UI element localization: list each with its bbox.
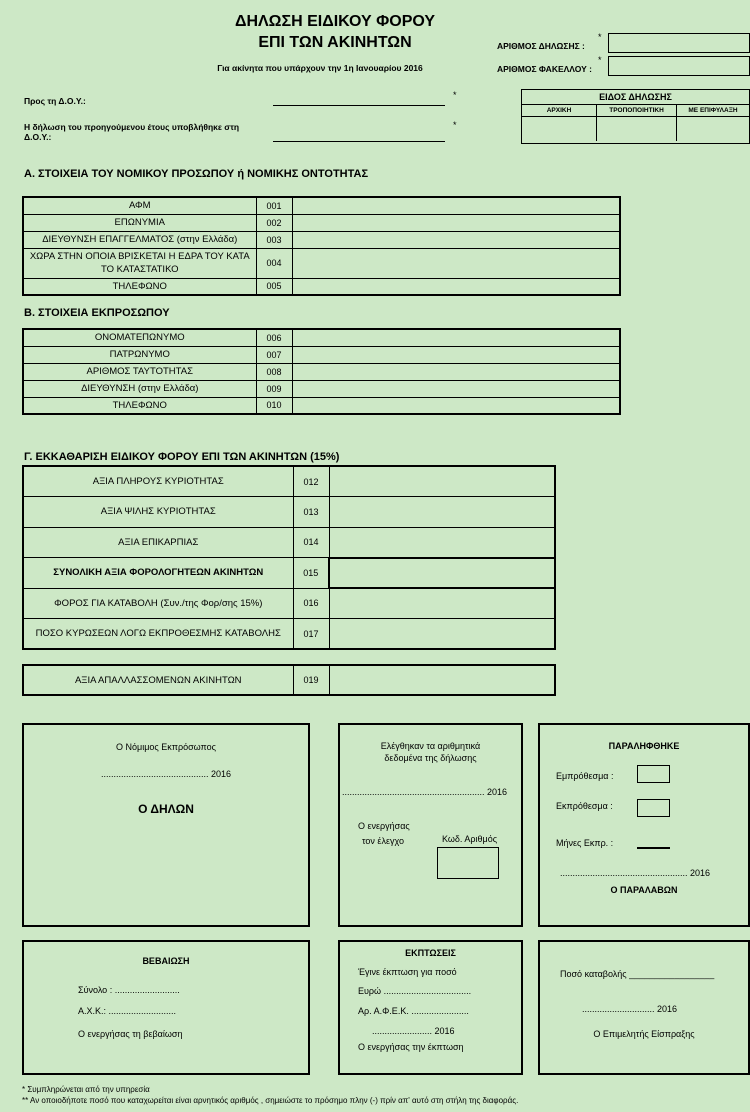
- business-address-field[interactable]: [292, 231, 620, 248]
- certification-total: Σύνολο : ..........................: [78, 985, 180, 995]
- type-amending-field[interactable]: [597, 117, 677, 141]
- doy-label: Προς τη Δ.Ο.Υ.:: [24, 96, 86, 106]
- checked-text-1: Ελέγθηκαν τα αριθμητικά: [380, 741, 481, 751]
- code-number-label: Κωδ. Αριθμός: [442, 834, 498, 844]
- seat-country-field[interactable]: [292, 248, 620, 278]
- discounts-box: [338, 940, 523, 1075]
- rep-address-field[interactable]: [292, 380, 620, 397]
- row-label: ΣΥΝΟΛΙΚΗ ΑΞΙΑ ΦΟΡΟΛΟΓΗΤΕΩΝ ΑΚΙΝΗΤΩΝ: [23, 558, 293, 589]
- row-label: ΔΙΕΥΘΥΝΣΗ ΕΠΑΓΓΕΛΜΑΤΟΣ (στην Ελλάδα): [23, 231, 256, 248]
- declarant-box: [22, 723, 310, 927]
- type-initial-field[interactable]: [522, 117, 597, 141]
- asterisk: *: [453, 120, 457, 130]
- row-label: ΑΞΙΑ ΕΠΙΚΑΡΠΙΑΣ: [23, 527, 293, 558]
- checked-box: [338, 723, 523, 927]
- rep-phone-field[interactable]: [292, 397, 620, 414]
- row-code: 006: [256, 329, 292, 346]
- section-b-table: [22, 328, 621, 415]
- declarant-date: ........................................... 2016: [100, 769, 232, 779]
- checked-officer-1: Ο ενεργήσας: [358, 821, 410, 831]
- collector-label: Ο Επιμελητής Είσπραξης: [593, 1029, 695, 1039]
- row-code: 002: [256, 214, 292, 231]
- payment-box: [538, 940, 750, 1075]
- discount-afek: Αρ. Α.Φ.Ε.Κ. .......................: [358, 1006, 469, 1016]
- declaration-type-box: [521, 89, 750, 144]
- row-label: ΕΠΩΝΥΜΙΑ: [23, 214, 256, 231]
- type-initial: ΑΡΧΙΚΗ: [522, 105, 597, 116]
- row-label: ΔΙΕΥΘΥΝΣΗ (στην Ελλάδα): [23, 380, 256, 397]
- certification-box: [22, 940, 310, 1075]
- discount-amount: Ευρώ ...................................: [358, 986, 472, 996]
- prev-doy-field[interactable]: [273, 130, 445, 142]
- footnote-1: * Συμπληρώνεται από την υπηρεσία: [22, 1085, 150, 1094]
- asterisk: *: [598, 55, 602, 65]
- row-code: 015: [293, 558, 329, 589]
- row-code: 004: [256, 248, 292, 278]
- section-c-title: Γ. ΕΚΚΑΘΑΡΙΣΗ ΕΙΔΙΚΟΥ ΦΟΡΟΥ ΕΠΙ ΤΩΝ ΑΚΙΝΗΤΩΝ (15%): [24, 451, 340, 463]
- row-code: 013: [293, 497, 329, 528]
- asterisk: *: [453, 90, 457, 100]
- form-title: ΔΗΛΩΣΗ ΕΙΔΙΚΟΥ ΦΟΡΟΥ: [234, 13, 436, 30]
- late-label: Εκπρόθεσμα :: [556, 801, 613, 811]
- name-field[interactable]: [292, 214, 620, 231]
- discount-officer: Ο ενεργήσας την έκπτωση: [358, 1042, 464, 1052]
- late-penalty-field[interactable]: [329, 619, 555, 650]
- rep-id-field[interactable]: [292, 363, 620, 380]
- row-label: ΠΑΤΡΩΝΥΜΟ: [23, 346, 256, 363]
- certification-axk: Α.Χ.Κ.: ...........................: [78, 1006, 177, 1016]
- rep-fullname-field[interactable]: [292, 329, 620, 346]
- row-code: 005: [256, 278, 292, 295]
- row-label: ΧΩΡΑ ΣΤΗΝ ΟΠΟΙΑ ΒΡΙΣΚΕΤΑΙ Η ΕΔΡΑ ΤΟΥ ΚΑΤΑ ΤΟ ΚΑΤΑΣΤΑΤΙΚΟ: [23, 248, 256, 278]
- total-value-field[interactable]: [329, 558, 555, 589]
- legal-rep-label: Ο Νόμιμος Εκπρόσωπος: [116, 742, 216, 752]
- footnote-2: ** Αν οποιοδήποτε ποσό που καταχωρείται είναι αρνητικός αριθμός , σημειώστε το πρόσημο πλην (-) πρίν απ' αυτό στη στήλη της διαφοράς.: [22, 1096, 519, 1105]
- decl-number-label: ΑΡΙΘΜΟΣ ΔΗΛΩΣΗΣ :: [497, 41, 585, 51]
- row-label: ΑΦΜ: [23, 197, 256, 214]
- usufruct-value-field[interactable]: [329, 527, 555, 558]
- prev-doy-label: Η δήλωση του προηγούμενου έτους υποβλήθηκε στη Δ.Ο.Υ.:: [24, 122, 240, 142]
- declarant-signature-label: Ο ΔΗΛΩΝ: [138, 802, 194, 816]
- received-box: [538, 723, 750, 927]
- form-title-line2: ΕΠΙ ΤΩΝ ΑΚΙΝΗΤΩΝ: [258, 34, 412, 51]
- receiver-label: Ο ΠΑΡΑΛΑΒΩΝ: [610, 885, 678, 895]
- type-amending: ΤΡΟΠΟΠΟΙΗΤΙΚΗ: [597, 105, 677, 116]
- ontime-label: Εμπρόθεσμα :: [556, 771, 614, 781]
- phone-field[interactable]: [292, 278, 620, 295]
- row-label: ΑΡΙΘΜΟΣ ΤΑΥΤΟΤΗΤΑΣ: [23, 363, 256, 380]
- type-reserved-field[interactable]: [677, 117, 749, 141]
- row-label: ΟΝΟΜΑΤΕΠΩΝΥΜΟ: [23, 329, 256, 346]
- row-code: 009: [256, 380, 292, 397]
- row-code: 012: [293, 466, 329, 497]
- row-code: 010: [256, 397, 292, 414]
- certification-officer: Ο ενεργήσας τη βεβαίωση: [78, 1029, 183, 1039]
- tax-due-field[interactable]: [329, 588, 555, 619]
- discount-date: ........................ 2016: [372, 1026, 455, 1036]
- late-months-label: Μήνες Εκπρ. :: [556, 838, 614, 848]
- certification-title: ΒΕΒΑΙΩΣΗ: [142, 956, 190, 966]
- form-subtitle: Για ακίνητα που υπάρχουν την 1η Ιανουαρίου 2016: [217, 63, 423, 73]
- checked-text-2: δεδομένα της δήλωσης: [384, 753, 477, 763]
- payment-amount: Ποσό καταβολής _________________: [560, 969, 715, 979]
- received-date: ................................................... 2016: [560, 868, 711, 878]
- section-a-table: [22, 196, 621, 296]
- type-reserved: ΜΕ ΕΠΙΦΥΛΑΞΗ: [688, 107, 738, 114]
- file-number-field[interactable]: [608, 56, 750, 76]
- rep-fathername-field[interactable]: [292, 346, 620, 363]
- row-label: ΑΞΙΑ ΨΙΛΗΣ ΚΥΡΙΟΤΗΤΑΣ: [23, 497, 293, 528]
- full-ownership-value-field[interactable]: [329, 466, 555, 497]
- row-code: 019: [293, 665, 329, 695]
- row-label: ΑΞΙΑ ΠΛΗΡΟΥΣ ΚΥΡΙΟΤΗΤΑΣ: [23, 466, 293, 497]
- row-code: 014: [293, 527, 329, 558]
- payment-date: ............................. 2016: [582, 1004, 678, 1014]
- row-code: 008: [256, 363, 292, 380]
- row-code: 003: [256, 231, 292, 248]
- exempt-value-field[interactable]: [329, 665, 555, 695]
- row-label: ΑΞΙΑ ΑΠΑΛΛΑΣΣΟΜΕΝΩΝ ΑΚΙΝΗΤΩΝ: [23, 665, 293, 695]
- row-code: 016: [293, 588, 329, 619]
- checked-date: ......................................................... 2016: [342, 787, 508, 797]
- row-label: ΠΟΣΟ ΚΥΡΩΣΕΩΝ ΛΟΓΩ ΕΚΠΡΟΘΕΣΜΗΣ ΚΑΤΑΒΟΛΗΣ: [23, 619, 293, 650]
- code-number-field[interactable]: [437, 847, 499, 879]
- doy-field[interactable]: [273, 94, 445, 106]
- asterisk: *: [598, 32, 602, 42]
- declaration-type-title: ΕΙΔΟΣ ΔΗΛΩΣΗΣ: [522, 90, 749, 105]
- late-months-field[interactable]: [637, 847, 670, 849]
- discount-text: Έγινε έκπτωση για ποσό: [358, 967, 457, 977]
- section-b-title: Β. ΣΤΟΙΧΕΙΑ ΕΚΠΡΟΣΩΠΟΥ: [24, 307, 170, 319]
- ontime-field[interactable]: [637, 765, 670, 783]
- row-label: ΤΗΛΕΦΩΝΟ: [23, 397, 256, 414]
- row-label: ΦΟΡΟΣ ΓΙΑ ΚΑΤΑΒΟΛΗ (Συν./της Φορ/σης 15%): [23, 588, 293, 619]
- late-field[interactable]: [637, 799, 670, 817]
- section-a-title: Α. ΣΤΟΙΧΕΙΑ ΤΟΥ ΝΟΜΙΚΟΥ ΠΡΟΣΩΠΟΥ ή ΝΟΜΙΚΗΣ ΟΝΤΟΤΗΤΑΣ: [24, 168, 369, 180]
- row-code: 007: [256, 346, 292, 363]
- section-c-table: [22, 465, 556, 650]
- discounts-title: ΕΚΠΤΩΣΕΙΣ: [405, 948, 456, 958]
- file-number-label: ΑΡΙΘΜΟΣ ΦΑΚΕΛΛΟΥ :: [497, 64, 592, 74]
- afm-field[interactable]: [292, 197, 620, 214]
- checked-officer-2: τον έλεγχο: [362, 836, 404, 846]
- bare-ownership-value-field[interactable]: [329, 497, 555, 528]
- received-title: ΠΑΡΑΛΗΦΘΗΚΕ: [608, 741, 680, 751]
- row-code: 001: [256, 197, 292, 214]
- row-label: ΤΗΛΕΦΩΝΟ: [23, 278, 256, 295]
- decl-number-field[interactable]: [608, 33, 750, 53]
- row-code: 017: [293, 619, 329, 650]
- exempt-table: [22, 664, 556, 696]
